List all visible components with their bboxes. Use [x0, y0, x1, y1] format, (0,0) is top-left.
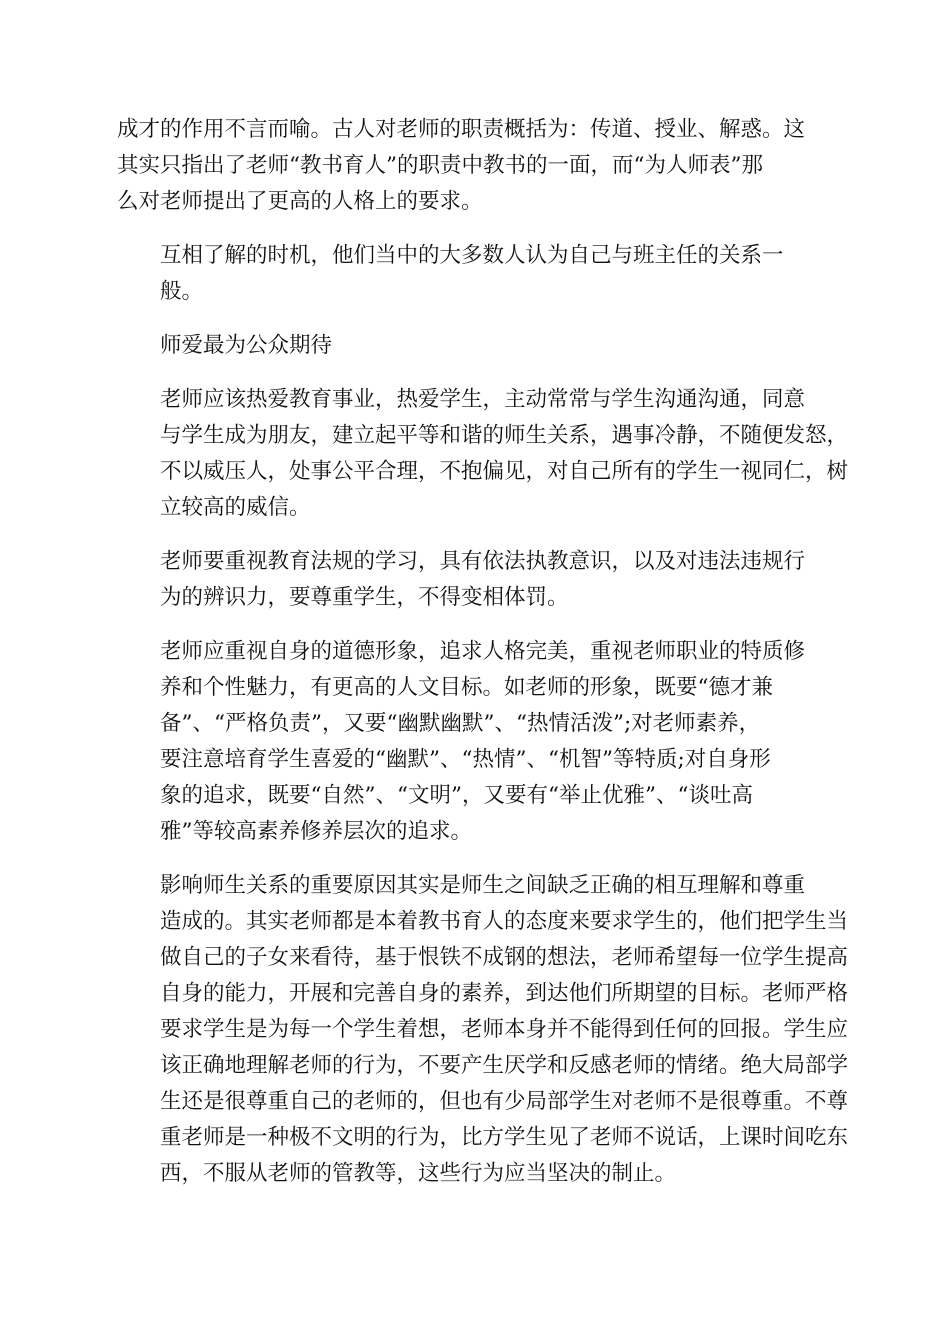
text-line: 与学生成为朋友，建立起平等和谐的师生关系，遇事冷静，不随便发怒，	[160, 423, 849, 448]
paragraph	[117, 868, 849, 1192]
text-line: 西，不服从老师的管教等，这些行为应当坚决的制止。	[160, 1161, 677, 1186]
paragraph	[117, 634, 833, 850]
text-line: 老师应该热爱教育事业，热爱学生，主动常常与学生沟通沟通，同意	[160, 387, 806, 412]
text-line: 影响师生关系的重要原因其实是师生之间缺乏正确的相互理解和尊重	[160, 873, 806, 898]
text-line: 么对老师提出了更高的人格上的要求。	[117, 189, 483, 214]
text-line: 该正确地理解老师的行为，不要产生厌学和反感老师的情绪。绝大局部学	[160, 1053, 849, 1078]
text-line: 备”、“严格负责”，又要“幽默幽默”、“热情活泼”;对老师素养，	[160, 711, 761, 736]
text-line: 成才的作用不言而喻。古人对老师的职责概括为：传道、授业、解惑。这	[117, 117, 806, 142]
text-line: 养和个性魅力，有更高的人文目标。如老师的形象，既要“德才兼	[160, 675, 773, 700]
paragraph	[117, 382, 849, 526]
text-line: 师爱最为公众期待	[160, 333, 333, 358]
text-line: 般。	[160, 279, 204, 304]
text-line: 为的辨识力，要尊重学生，不得变相体罚。	[160, 585, 569, 610]
text-line: 要注意培育学生喜爱的“幽默”、“热情”、“机智”等特质;对自身形	[160, 747, 771, 772]
text-line: 造成的。其实老师都是本着教书育人的态度来要求学生的，他们把学生当	[160, 909, 849, 934]
text-line: 重老师是一种极不文明的行为，比方学生见了老师不说话，上课时间吃东	[160, 1125, 849, 1150]
text-line: 生还是很尊重自己的老师的，但也有少局部学生对老师不是很尊重。不尊	[160, 1089, 849, 1114]
document-body	[117, 112, 849, 1210]
text-line: 老师要重视教育法规的学习，具有依法执教意识，以及对违法违规行	[160, 549, 806, 574]
text-line: 要求学生是为每一个学生着想，老师本身并不能得到任何的回报。学生应	[160, 1017, 849, 1042]
text-line: 象的追求，既要“自然”、“文明”，又要有“举止优雅”、“谈吐高	[160, 783, 753, 808]
text-line: 老师应重视自身的道德形象，追求人格完美，重视老师职业的特质修	[160, 639, 806, 664]
text-line: 做自己的子女来看待，基于恨铁不成钢的想法，老师希望每一位学生提高	[160, 945, 849, 970]
text-line: 不以威压人，处事公平合理，不抱偏见，对自己所有的学生一视同仁，树	[160, 459, 849, 484]
paragraph	[117, 238, 833, 310]
text-line: 互相了解的时机，他们当中的大多数人认为自己与班主任的关系一	[160, 243, 784, 268]
text-line: 雅”等较高素养修养层次的追求。	[160, 819, 472, 844]
paragraph	[117, 328, 833, 364]
text-line: 自身的能力，开展和完善自身的素养，到达他们所期望的目标。老师严格	[160, 981, 849, 1006]
text-line: 其实只指出了老师“教书育人”的职责中教书的一面，而“为人师表”那	[117, 153, 763, 178]
text-line: 立较高的威信。	[160, 495, 311, 520]
paragraph	[117, 544, 833, 616]
paragraph	[117, 112, 833, 220]
